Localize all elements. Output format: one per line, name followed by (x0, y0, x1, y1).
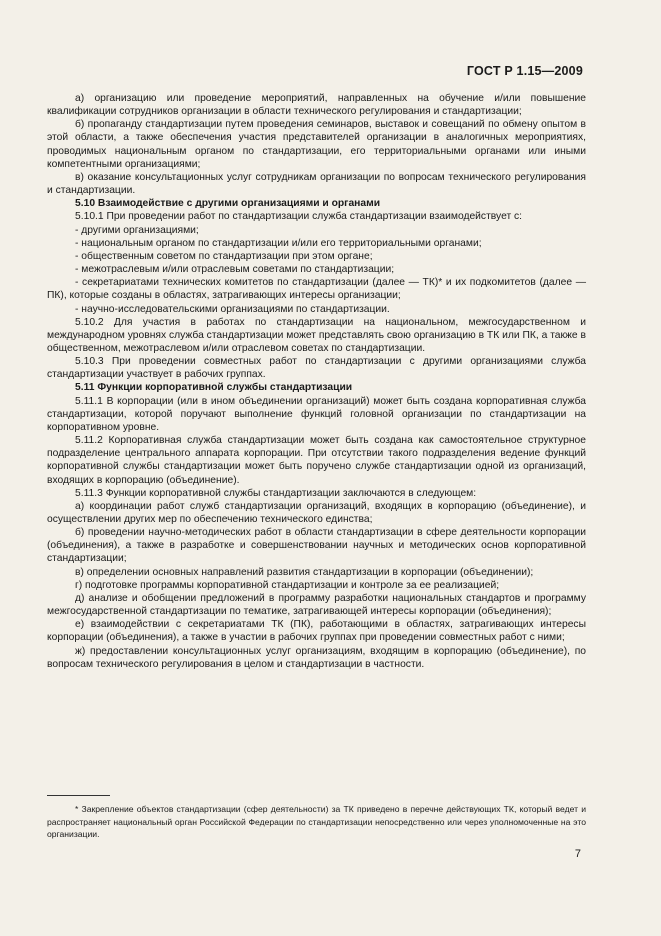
document-header: ГОСТ Р 1.15—2009 (466, 64, 583, 78)
dash-item: - научно-исследовательскими организациями по стандартизации. (75, 303, 390, 315)
dash-item: - общественным советом по стандартизации при этом органе; (75, 250, 373, 262)
paragraph-5-11-2: 5.11.2 Корпоративная служба стандартизации может быть создана как самостоятельное структурное подразделение центрального аппарата корпорации. При отсутствии такого подразделения ведение функций корпоративной службы стандартизации может быть поручено службе стандартизации одной из организаций, входящих в корпорацию (объединение). (47, 435, 586, 486)
paragraph-5-10-2: 5.10.2 Для участия в работах по стандартизации на национальном, межгосударственном и международном уровнях служба стандартизации может представлять свою организацию в ТК или ПК, а также в общественном, межотраслевом и/или отраслевом советах по стандартизации. (47, 316, 586, 354)
paragraph-list-item-b: б) пропаганду стандартизации путем проведения семинаров, выставок и совещаний по обмену опытом в этой области, а также обеспечения участия представителей организации в аналогичных мероприятиях, проводимых национальным органом по стандартизации, его территориальными органами или иными компетентными организациями; (47, 119, 586, 170)
paragraph-list-item-e: е) взаимодействии с секретариатами ТК (ПК), работающими в областях, затрагивающих интересы корпорации (объединения), а также в участии в рабочих группах при проведении совместных работ с ними; (47, 619, 586, 644)
paragraph-5-10-3: 5.10.3 При проведении совместных работ по стандартизации с другими организациями служба стандартизации участвует в рабочих группах. (47, 356, 586, 381)
paragraph-list-item-g: г) подготовке программы корпоративной стандартизации и контроле за ее реализацией; (75, 579, 500, 591)
paragraph-list-item-v: в) оказание консультационных услуг сотрудникам организации по вопросам технического регулирования и стандартизации. (47, 171, 586, 197)
paragraph-list-item-a: а) организацию или проведение мероприятий, направленных на обучение и/или повышение квалификации сотрудников организации в области технического регулирования и стандартизации; (47, 93, 586, 118)
section-heading-5-11: 5.11 Функции корпоративной службы стандартизации (75, 382, 353, 394)
paragraph-5-10-1: 5.10.1 При проведении работ по стандартизации служба стандартизации взаимодействует с: (75, 211, 523, 223)
paragraph-list-item-d: д) анализе и обобщении предложений в программу разработки национальных стандартов и программу межгосударственной стандартизации по тематике, затрагивающей интересы корпорации (объединения); (47, 592, 586, 618)
paragraph-list-item-zh: ж) предоставлении консультационных услуг организациям, входящим в корпорацию (объединение), по вопросам технического регулирования в целом и стандартизации в частности. (47, 645, 586, 670)
footnote-separator (47, 795, 110, 796)
document-body (47, 92, 586, 671)
page-number: 7 (574, 848, 581, 860)
footnote (47, 803, 586, 841)
paragraph-list-item-a: а) координации работ служб стандартизации организаций, входящих в корпорацию (объединение), и осуществлении других мер по обеспечению технического единства; (47, 500, 586, 525)
dash-item: - секретариатами технических комитетов по стандартизации (далее — ТК)* и их подкомитетов (далее — ПК), которые созданы в областях, затрагивающих интересы организации; (47, 277, 586, 302)
dash-item: - национальным органом по стандартизации и/или его территориальными органами; (75, 237, 482, 249)
dash-item: - межотраслевым и/или отраслевым советами по стандартизации; (75, 264, 395, 276)
paragraph-5-11-3: 5.11.3 Функции корпоративной службы стандартизации заключаются в следующем: (75, 487, 477, 499)
paragraph-5-11-1: 5.11.1 В корпорации (или в ином объединении организаций) может быть создана корпоративная служба стандартизации, которой поручают выполнение функций головной организации по стандартизации на корпоративном уровне. (47, 395, 586, 433)
paragraph-list-item-b: б) проведении научно-методических работ в области стандартизации в сфере деятельности корпорации (объединения), а также в разработке и совершенствовании научных и методических основ корпоративной стандартизации; (47, 527, 586, 565)
dash-item: - другими организациями; (75, 224, 199, 236)
paragraph-list-item-v: в) определении основных направлений развития стандартизации в корпорации (объединении); (75, 566, 534, 578)
footnote-text: * Закрепление объектов стандартизации (сфер деятельности) за ТК приведено в перечне действующих ТК, который ведет и распространяет национальный орган Российской Федерации по стандартизации непосредственно или через уполномоченные на это организации. (47, 804, 586, 840)
section-heading-5-10: 5.10 Взаимодействие с другими организациями и органами (75, 198, 381, 210)
